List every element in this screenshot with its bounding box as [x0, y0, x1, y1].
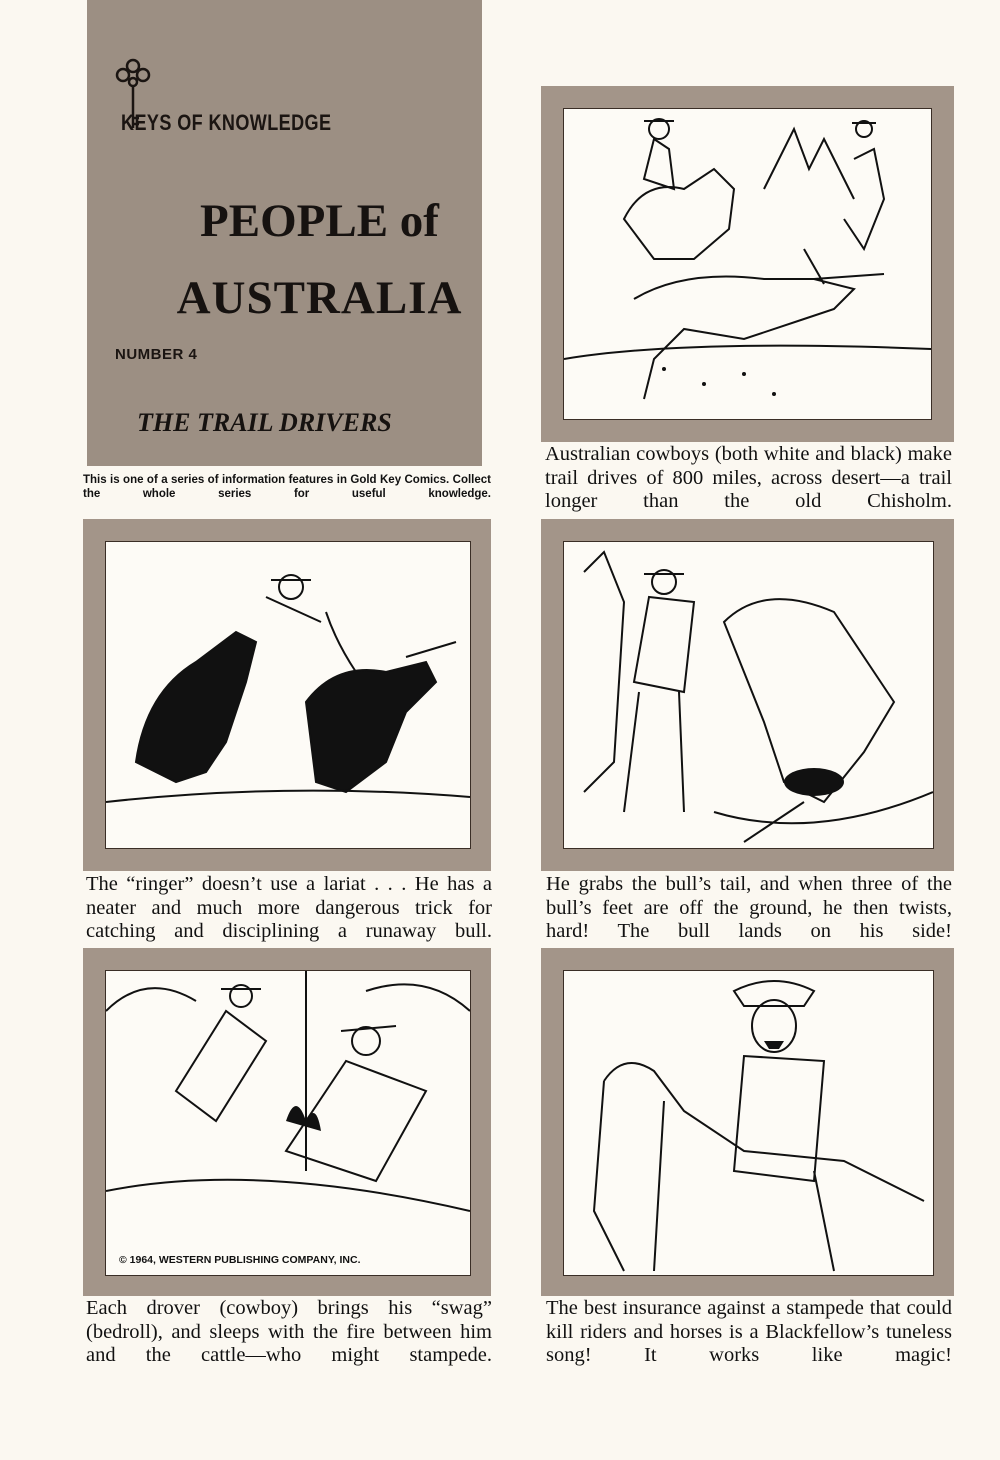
copyright-notice: © 1964, WESTERN PUBLISHING COMPANY, INC. — [116, 1253, 364, 1267]
panel-2 — [83, 519, 491, 871]
panel-5-art — [563, 970, 934, 1276]
series-name: KEYS OF KNOWLEDGE — [121, 110, 332, 135]
smiling-rider-illustration — [564, 971, 933, 1275]
title-box — [87, 0, 482, 466]
panel-5 — [541, 948, 954, 1296]
bull-thrown-illustration — [564, 542, 933, 848]
panel-3-art — [563, 541, 934, 849]
panel-4-art — [105, 970, 471, 1276]
ringer-chasing-bull-illustration — [106, 542, 470, 848]
panel-1-art — [563, 108, 932, 420]
caption-5: The best insurance against a stampede that could kill riders and horses is a Blackfellow’s tuneless song! It works like magic! — [546, 1297, 952, 1367]
caption-3: He grabs the bull’s tail, and when three of the bull’s feet are off the ground, he then twists, hard! The bull lands on his side! — [546, 873, 952, 943]
series-note: This is one of a series of information features in Gold Key Comics. Collect the whole series for useful knowledge. — [83, 474, 491, 500]
caption-1: Australian cowboys (both white and black) make trail drives of 800 miles, across desert—a trail longer than the old Chisholm. — [545, 443, 952, 513]
panel-4 — [83, 948, 491, 1296]
caption-2: The “ringer” doesn’t use a lariat . . . He has a neater and much more dangerous trick for catching and disciplining a runaway bull. — [86, 873, 492, 943]
subtitle: THE TRAIL DRIVERS — [137, 408, 392, 437]
title-line-1: PEOPLE of — [200, 195, 439, 247]
caption-4: Each drover (cowboy) brings his “swag” (bedroll), and sleeps with the fire between him and the cattle—who might stampede. — [86, 1297, 492, 1367]
title-line-2: AUSTRALIA — [176, 272, 463, 324]
panel-3 — [541, 519, 954, 871]
panel-1 — [541, 86, 954, 442]
cattle-drive-illustration — [564, 109, 931, 419]
campfire-illustration — [106, 971, 470, 1275]
panel-2-art — [105, 541, 471, 849]
issue-number: NUMBER 4 — [115, 346, 198, 363]
